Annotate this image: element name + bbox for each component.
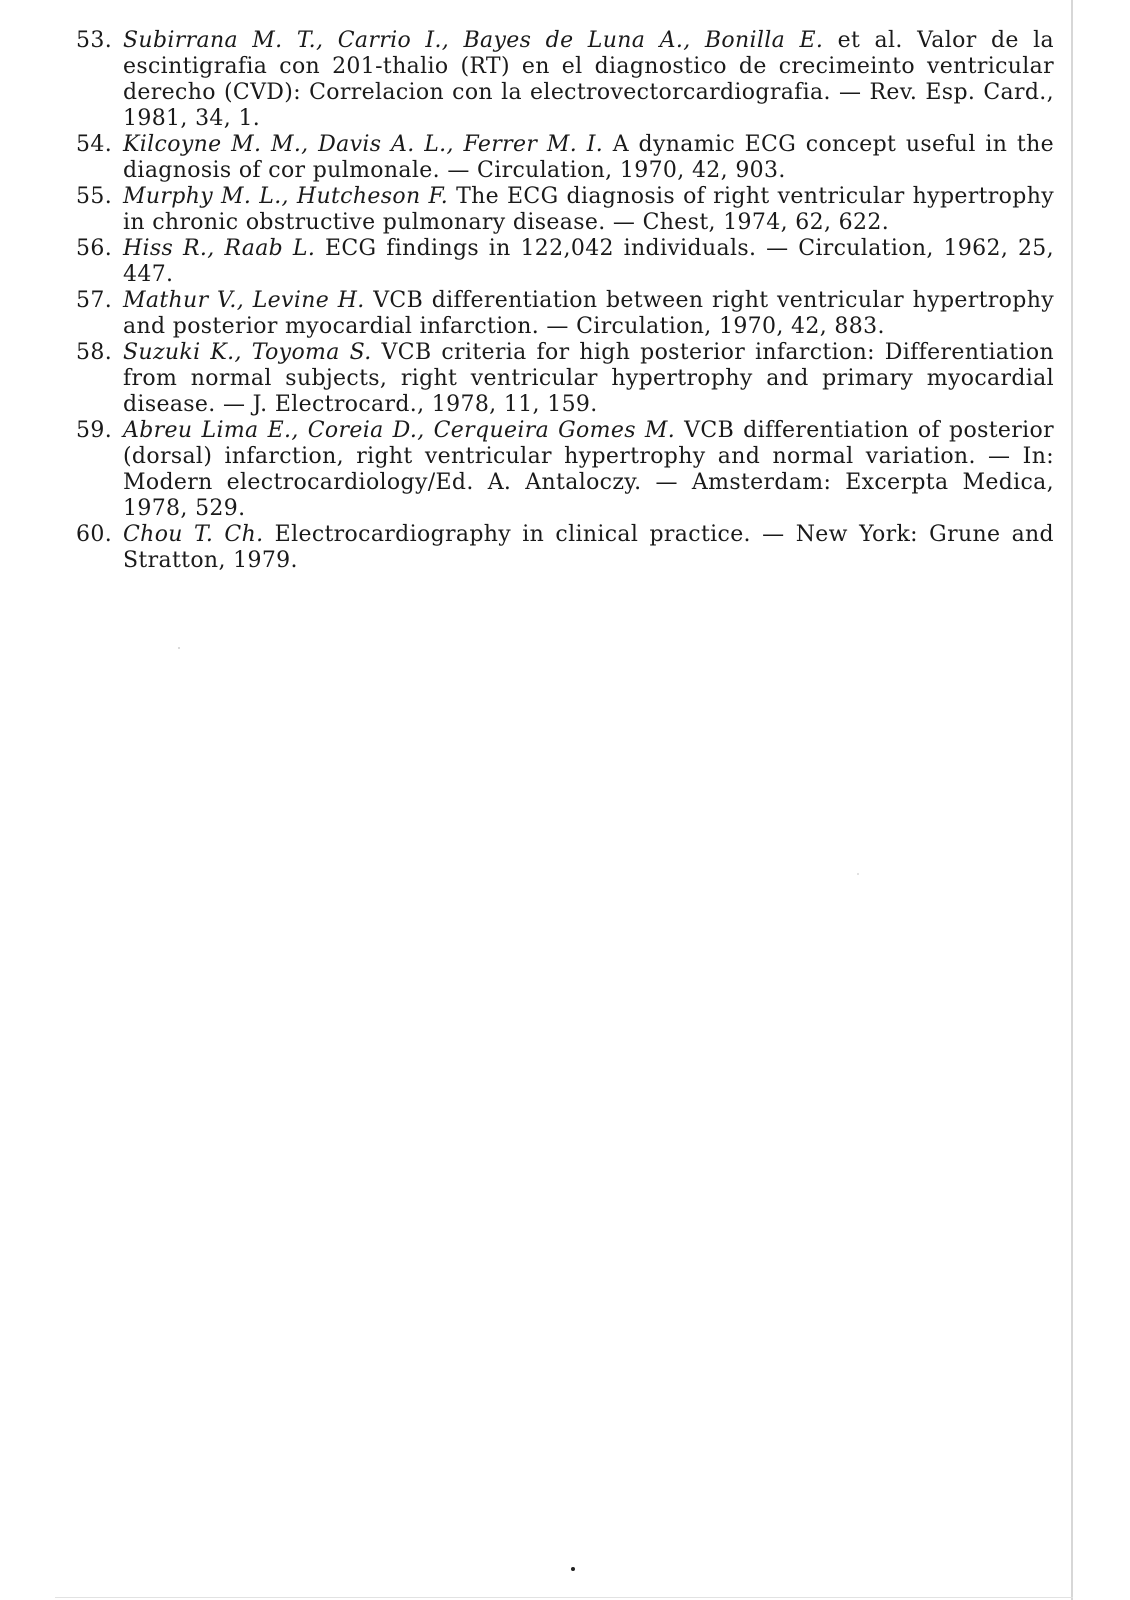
reference-number: 57.: [76, 288, 113, 313]
reference-authors: Abreu Lima E., Coreia D., Cerqueira Gomes M.: [123, 418, 676, 443]
reference-text: VCB differentiation between right ventricular hypertrophy and posterior myocardial infarction. — Circulation, 1970, 42, 883.: [123, 288, 1055, 339]
print-speck: [571, 1567, 575, 1571]
reference-item: [66, 522, 1054, 574]
reference-list: [66, 28, 1054, 574]
reference-item: [66, 340, 1054, 418]
reference-text: VCB criteria for high posterior infarction: Differentiation from normal subjects, right ventricular hypertrophy and primary myocardial disease. — J. Electrocard., 1978, 11, 159.: [123, 340, 1054, 417]
reference-number: 53.: [76, 28, 113, 53]
reference-authors: Murphy M. L., Hutcheson F.: [123, 184, 449, 209]
reference-number: 55.: [76, 184, 113, 209]
reference-authors: Chou T. Ch.: [123, 522, 264, 547]
reference-authors: Hiss R., Raab L.: [123, 236, 316, 261]
reference-text: ECG findings in 122,042 individuals. — Circulation, 1962, 25, 447.: [123, 236, 1055, 287]
reference-number: 54.: [76, 132, 113, 157]
page-bottom-line: [55, 1597, 1073, 1598]
print-speck: [178, 647, 180, 649]
reference-number: 60.: [76, 522, 113, 547]
reference-text: Electrocardiography in clinical practice. — New York: Grune and Stratton, 1979.: [123, 522, 1054, 573]
reference-text: The ECG diagnosis of right ventricular hypertrophy in chronic obstructive pulmonary disease. — Chest, 1974, 62, 622.: [123, 184, 1054, 235]
reference-number: 56.: [76, 236, 113, 261]
reference-item: [66, 418, 1054, 522]
print-speck: [857, 873, 859, 875]
reference-number: 59.: [76, 418, 113, 443]
reference-authors: Subirrana M. T., Carrio I., Bayes de Luna A., Bonilla E.: [123, 28, 824, 53]
reference-item: [66, 288, 1054, 340]
reference-item: [66, 236, 1054, 288]
page-edge-line: [1071, 0, 1073, 1600]
reference-item: [66, 28, 1054, 132]
reference-text: A dynamic ECG concept useful in the diagnosis of cor pulmonale. — Circulation, 1970, 42, 903.: [123, 132, 1055, 183]
reference-text: VCB differentiation of posterior (dorsal) infarction, right ventricular hypertrophy and normal variation. — In: Modern electrocardiology/Ed. A. Antaloczy. — Amsterdam: Excerpta Medica, 1978, 529.: [123, 418, 1054, 521]
reference-authors: Mathur V., Levine H.: [123, 288, 365, 313]
reference-authors: Kilcoyne M. M., Davis A. L., Ferrer M. I.: [123, 132, 604, 157]
reference-text: et al. Valor de la escintigrafia con 201-thalio (RT) en el diagnostico de crecimeinto ventricular derecho (CVD): Correlacion con la electrovectorcardiografia. — Rev. Esp. Card., 1981, 34, 1.: [123, 28, 1054, 131]
reference-authors: Suzuki K., Toyoma S.: [123, 340, 372, 365]
reference-item: [66, 132, 1054, 184]
reference-number: 58.: [76, 340, 113, 365]
reference-item: [66, 184, 1054, 236]
